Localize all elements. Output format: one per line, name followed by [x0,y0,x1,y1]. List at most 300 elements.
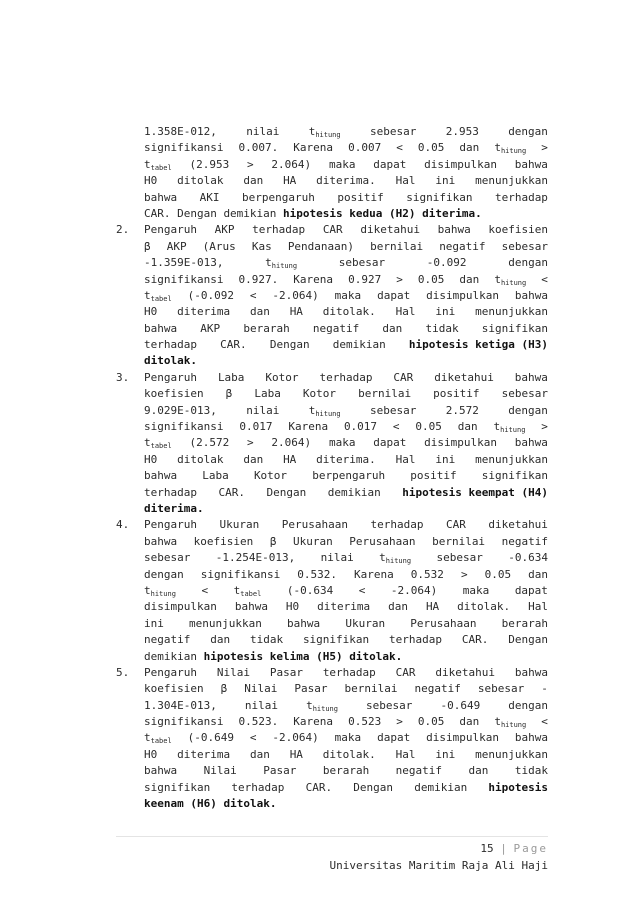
word: Nilai [216,665,250,679]
word: ditolak [177,174,224,188]
word: tidak [425,321,459,335]
word: Perusahaan [349,534,416,548]
word: 1.304E-013, [144,698,217,712]
hypothesis-conclusion: hipotesis [488,780,548,794]
word: CAR. [144,206,171,220]
word: dan [243,174,264,188]
word: negatif [312,321,360,335]
word: bahwa [514,370,548,384]
word: 0.927. [238,272,279,286]
word: dan [243,452,264,466]
word: disimpulkan [144,600,217,614]
word: maka [462,583,490,597]
text-line [144,222,548,238]
text-line [144,435,548,451]
t-table: $t_{tabel}$ [144,436,172,451]
word: maka [334,731,362,745]
text-line [144,272,548,288]
word: dan [528,567,548,581]
word: ini [435,305,456,319]
word: β [225,387,233,401]
word: bahwa [144,469,178,483]
word: Pengaruh [144,518,197,532]
word: ditolak. [322,305,376,319]
word: Ukuran [345,616,386,630]
word: CAR [322,223,343,237]
word: positif [410,469,457,483]
hypothesis-conclusion: hipotesis kelima (H5) ditolak. [203,649,403,663]
word: > [541,141,548,155]
word: sebesar [436,551,483,565]
word: Hal [528,600,548,614]
word: -2.064) [272,731,319,745]
word: dan [249,305,270,319]
word: (-0.092 [187,288,234,302]
word: (-0.649 [187,731,234,745]
word: berarah [243,321,290,335]
word: bahwa [144,764,178,778]
word: dapat [514,583,548,597]
word: signifikansi [144,141,224,155]
hypothesis-conclusion: ditolak. [144,354,197,368]
word: Laba [217,370,245,384]
text-line [144,321,548,337]
word: terhadap [370,518,424,532]
t-statistic: $t_{hitung}$ [308,125,341,139]
word: bahwa [514,436,548,450]
word: -0.092 [426,256,467,270]
word: CAR. [305,780,333,794]
text-line [144,140,548,156]
word: > [541,420,548,434]
word: bernilai [344,682,398,696]
word: sebesar [366,698,413,712]
text-line [144,583,548,599]
text-line [144,780,548,796]
word: Pengaruh [144,223,197,237]
word: - [541,682,548,696]
word: Hal [395,452,416,466]
text-line [144,173,548,189]
word: Kotor [253,469,288,483]
word: sebesar [338,256,386,270]
text-line [144,337,548,353]
word: H0 [144,747,158,761]
word: AKP [166,239,187,253]
t-table: $t_{tabel}$ [144,157,172,172]
word: diterima [317,600,371,614]
word: < [396,141,403,155]
list-number: 3. [116,370,130,384]
word: dengan [144,567,184,581]
word: Pasar [294,682,328,696]
hypothesis-conclusion: diterima. [144,501,204,515]
word: Hal [395,174,416,188]
word: nilai [320,551,354,565]
word: Kas [251,239,272,253]
text-line [144,714,548,730]
word: dan [459,141,480,155]
word: H0 [144,452,158,466]
word: menunjukkan [475,452,548,466]
body-text [116,124,548,812]
word: 0.017 [343,420,378,434]
word: Karena [293,715,334,729]
word: diterima [177,305,231,319]
word: signifikan [481,321,548,335]
word: Karena [293,272,334,286]
word: menunjukkan [475,174,548,188]
word: koefisien [193,534,254,548]
word: diketahui [435,665,495,679]
word: bahwa [144,190,178,204]
word: dan [457,420,478,434]
word: Nilai [203,764,237,778]
word: > [247,157,254,171]
word: terhadap [144,485,197,499]
word: sebesar [501,239,548,253]
text-line [144,468,548,484]
word: β [269,534,277,548]
hypothesis-conclusion: hipotesis ketiga (H3) [408,338,548,352]
word: 0.523. [238,715,279,729]
word: terhadap [389,633,443,647]
word: Pasar [269,665,303,679]
t-table: $t_{tabel}$ [144,288,172,303]
word: diketahui [488,518,548,532]
word: ditolak. [322,747,376,761]
word: signifikan [406,190,473,204]
word: > [396,715,403,729]
text-line [144,649,548,665]
word: sebesar [369,403,417,417]
word: -1.254E-013, [215,551,296,565]
word: demikian [414,780,468,794]
word: koefisien [144,682,204,696]
text-line [144,534,548,550]
t-statistic: $t_{hitung}$ [494,715,527,730]
word: AKI [199,190,220,204]
text-line [144,796,548,812]
word: ini [435,452,456,466]
word: ini [144,616,164,630]
word: 9.029E-013, [144,403,217,417]
text-line [144,632,548,648]
word: < [392,420,400,434]
footer-separator: | [500,842,507,855]
word: Ukuran [293,534,333,548]
word: diketahui [434,370,494,384]
page-label: Page [513,842,548,855]
text-line [144,681,548,697]
word: dan [210,633,231,647]
word: 0.532 [410,567,444,581]
text-line [144,157,548,173]
word: bahwa [144,321,178,335]
word: AKP [214,223,235,237]
t-statistic: $t_{hitung}$ [265,256,298,271]
word: Laba [202,469,229,483]
text-line [144,747,548,763]
word: dengan [508,403,548,417]
footer-divider [116,836,548,837]
word: tidak [249,633,284,647]
word: Perusahaan [281,518,348,532]
text-line [144,763,548,779]
word: HA [283,452,297,466]
word: nilai [246,125,280,138]
word: Dengan [266,485,307,499]
word: sebesar [144,551,191,565]
word: HA [289,747,303,761]
text-line [144,485,548,501]
word: Kotor [302,387,337,401]
word: demikian [327,485,381,499]
word: menunjukkan [189,616,262,630]
word: bahwa [234,600,268,614]
word: signifikansi [144,420,224,434]
word: terhadap [252,223,306,237]
text-line [144,517,548,533]
word: Perusahaan [410,616,477,630]
word: nilai [244,698,279,712]
word: bahwa [514,288,548,302]
word: nilai [246,403,280,417]
text-line [144,665,548,681]
word: maka [328,436,356,450]
text-line [144,304,548,320]
word: 0.05 [415,420,442,434]
word: 2.953 [445,125,479,138]
word: berpengaruh [312,469,386,483]
word: terhadap [494,190,548,204]
word: menunjukkan [475,747,548,761]
text-line [144,206,548,222]
word: HA [283,174,297,188]
word: sebesar [477,682,525,696]
word: diketahui [360,223,420,237]
word: Kotor [265,370,299,384]
word: ini [435,747,456,761]
word: Karena [288,420,329,434]
word: 2.064) [271,157,312,171]
word: ditolak [177,452,224,466]
word: dan [249,747,270,761]
word: 0.05 [417,272,445,286]
t-statistic: $t_{hitung}$ [493,420,526,435]
word: 2.572 [445,403,479,417]
t-statistic: $t_{hitung}$ [494,272,527,287]
word: Pendanaan) [287,239,355,253]
word: negatif [439,239,486,253]
list-item-5 [116,665,548,813]
text-line [144,288,548,304]
word: HA [289,305,303,319]
text-line [144,190,548,206]
text-line [144,353,548,369]
word: β [220,682,228,696]
word: Nilai [244,682,278,696]
word: bahwa [514,665,548,679]
word: 0.532. [297,567,338,581]
word: dengan [508,125,548,138]
list-number: 5. [116,665,130,679]
word: signifikansi [144,715,224,729]
hypothesis-conclusion: hipotesis keempat (H4) [402,485,548,499]
word: Dengan [177,206,217,220]
word: Karena [293,141,334,155]
word: Pengaruh [144,665,197,679]
word: signifikansi [200,567,281,581]
word: > [396,272,403,286]
word: H0 [144,305,158,319]
word: -1.359E-013, [144,256,224,270]
word: β [144,239,151,253]
word: 0.05 [417,141,445,155]
word: CAR [445,518,466,532]
word: sebesar [501,387,548,401]
list-item-4 [116,517,548,665]
word: dan [382,321,403,335]
t-table: $t_{tabel}$ [144,731,172,746]
word: Ukuran [219,518,260,532]
word: 0.523 [348,715,382,729]
word: Hal [395,305,416,319]
word: (-0.634 [286,583,334,597]
word: diterima. [316,452,376,466]
text-line [144,599,548,615]
list-item-3 [116,370,548,518]
word: Dengan [269,338,310,352]
word: negatif [144,633,191,647]
text-line [144,403,548,419]
word: 0.007. [238,141,279,155]
word: -2.064) [272,288,319,302]
word: CAR. [220,338,247,352]
word: dapat [377,731,411,745]
word: tidak [514,764,548,778]
word: AKP [200,321,221,335]
word: 0.007 [348,141,382,155]
word: CAR [393,370,414,384]
text-line [144,501,548,517]
text-line [144,616,548,632]
word: 0.05 [417,715,445,729]
word: koefisien [488,223,548,237]
institution-name: Universitas Maritim Raja Ali Haji [329,859,548,872]
word: berarah [322,764,370,778]
text-line [144,370,548,386]
list-number: 4. [116,518,130,532]
text-line [144,239,548,255]
word: dapat [377,288,411,302]
word: terhadap [322,665,376,679]
word: bernilai [370,239,424,253]
word: (2.953 [189,157,230,171]
word: Laba [254,387,281,401]
list-item-2 [116,222,548,370]
word: sebesar [369,125,417,138]
text-line [144,550,548,566]
word: diterima. [316,174,376,188]
word: bahwa [514,731,548,745]
word: > [460,567,468,581]
t-statistic: $t_{hitung}$ [494,141,527,156]
word: -0.634 [508,551,548,565]
word: terhadap [319,370,373,384]
word: terhadap [231,780,285,794]
word: bernilai [432,534,486,548]
word: < [541,272,548,286]
word: disimpulkan [424,157,497,171]
word: koefisien [144,387,204,401]
word: dapat [373,157,407,171]
word: demikian [332,338,386,352]
word: disimpulkan [426,731,499,745]
list-item-1-continuation [116,124,548,222]
word: berarah [501,616,548,630]
word: dan [468,764,489,778]
word: < [249,731,257,745]
word: dapat [373,436,407,450]
page-number: 15 [480,842,494,855]
word: dan [459,272,480,286]
word: dan [388,600,408,614]
word: CAR. [461,633,489,647]
word: ini [435,174,456,188]
word: dengan [508,698,548,712]
word: CAR. [218,485,245,499]
word: signifikansi [144,272,224,286]
t-statistic: $t_{hitung}$ [379,551,412,566]
word: H0 [285,600,300,614]
word: signifikan [302,633,370,647]
word: 1.358E-012, [144,125,217,138]
word: < [358,583,366,597]
text-line [144,698,548,714]
word: (Arus [202,239,236,253]
word: Dengan [508,633,548,647]
word: berpengaruh [242,190,315,204]
word: -2.064) [390,583,438,597]
word: maka [328,157,356,171]
word: CAR [395,665,416,679]
text-line [144,124,548,140]
word: (2.572 [189,436,230,450]
text-line [144,386,548,402]
word: HA [425,600,440,614]
word: Pasar [263,764,297,778]
word: dengan [508,256,548,270]
word: positif [337,190,384,204]
word: dan [459,715,480,729]
word: < [201,583,209,597]
t-statistic: $t_{hitung}$ [308,403,341,418]
word: 2.064) [271,436,312,450]
word: bernilai [358,387,412,401]
word: Dengan [353,780,394,794]
word: negatif [501,534,548,548]
text-line [144,255,548,271]
text-line [144,452,548,468]
t-table: $t_{tabel}$ [233,583,262,598]
word: Hal [395,747,416,761]
word: bahwa [144,534,178,548]
hypothesis-conclusion: hipotesis kedua (H2) diterima. [283,206,482,220]
word: 0.05 [484,567,512,581]
word: signifikan [481,469,548,483]
word: > [247,436,254,450]
